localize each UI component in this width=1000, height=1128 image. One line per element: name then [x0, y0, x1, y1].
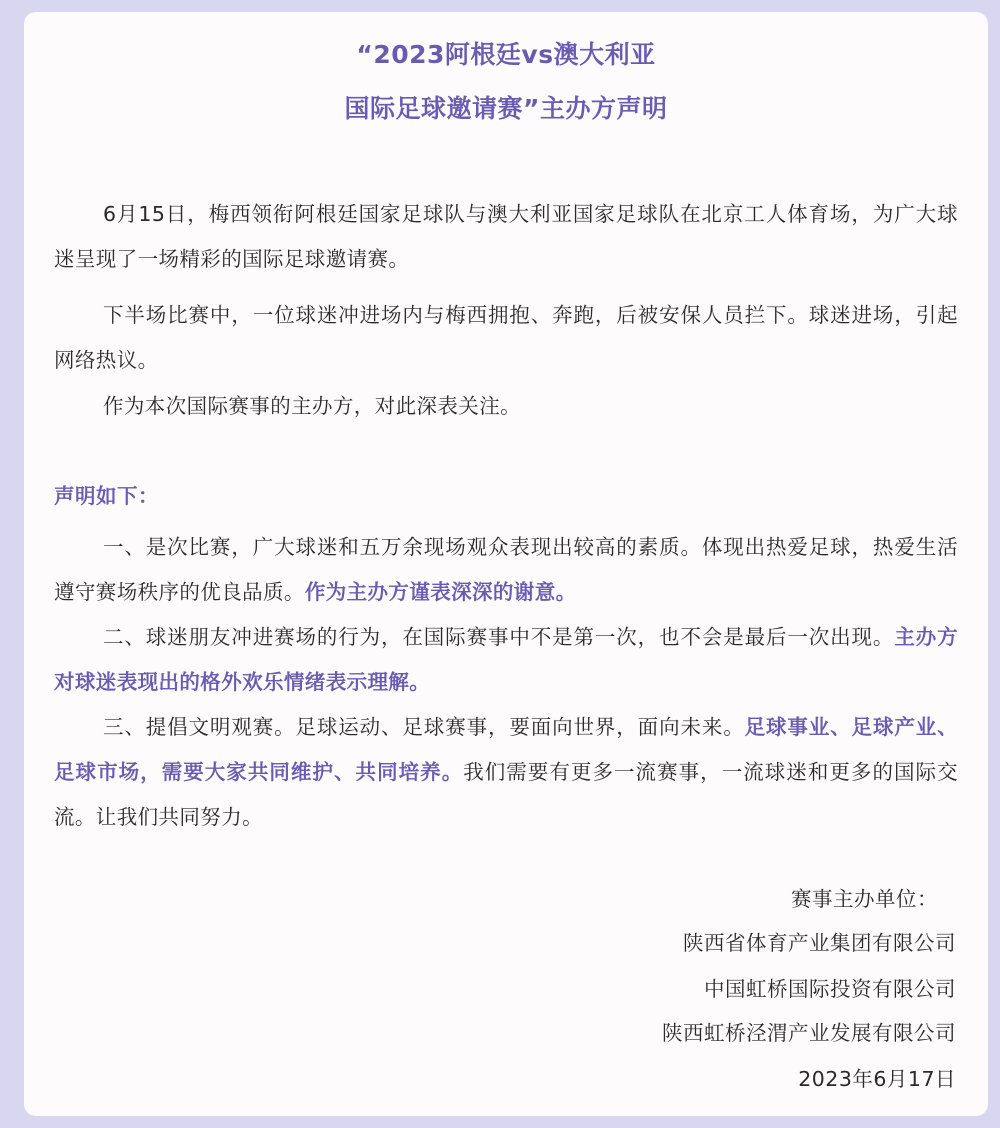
- statement-date: 2023年6月17日: [798, 1067, 956, 1091]
- declaration-item-2-highlight: 主办方对球迷表现出的格外欢乐情绪表示理解。: [54, 625, 958, 694]
- declaration-item-3-highlight: 足球事业、足球产业、足球市场，需要大家共同维护、共同培养。: [54, 715, 959, 784]
- declaration-item-3: [54, 705, 958, 840]
- organizer-name-3: 陕西虹桥泾渭产业发展有限公司: [662, 1021, 956, 1045]
- declaration-item-3-tail: 我们需要有更多一流赛事，一流球迷和更多的国际交流。让我们共同努力。: [54, 760, 958, 829]
- declaration-item-1-highlight: 作为主办方谨表深深的谢意。: [304, 580, 577, 604]
- organizer-name-1: 陕西省体育产业集团有限公司: [683, 931, 956, 955]
- intro-paragraph-2: 下半场比赛中，一位球迷冲进场内与梅西拥抱、奔跑，后被安保人员拦下。球迷进场，引起网络热议。: [54, 303, 958, 372]
- statement-card: [24, 12, 988, 1116]
- intro-paragraph-1: 6月15日，梅西领衔阿根廷国家足球队与澳大利亚国家足球队在北京工人体育场，为广大球迷呈现了一场精彩的国际足球邀请赛。: [54, 202, 958, 271]
- declaration-item-3-text: 三、提倡文明观赛。足球运动、足球赛事，要面向世界，面向未来。: [103, 715, 745, 739]
- intro-paragraph-3: 作为本次国际赛事的主办方，对此深表关注。: [103, 394, 521, 418]
- declaration-item-1: [54, 525, 958, 615]
- declaration-item-1-text: 一、是次比赛，广大球迷和五万余现场观众表现出较高的素质。体现出热爱足球，热爱生活遵守赛场秩序的优良品质。: [54, 535, 958, 604]
- organizer-label: 赛事主办单位：: [791, 887, 938, 911]
- declaration-heading: 声明如下：: [54, 484, 159, 508]
- organizer-name-2: 中国虹桥国际投资有限公司: [704, 977, 956, 1001]
- statement-title-line-1: “2023阿根廷vs澳大利亚: [356, 40, 656, 69]
- declaration-item-2-text: 二、球迷朋友冲进赛场的行为，在国际赛事中不是第一次，也不会是最后一次出现。: [103, 625, 895, 649]
- declaration-item-2: [54, 615, 958, 705]
- statement-title-line-2: 国际足球邀请赛”主办方声明: [344, 94, 668, 123]
